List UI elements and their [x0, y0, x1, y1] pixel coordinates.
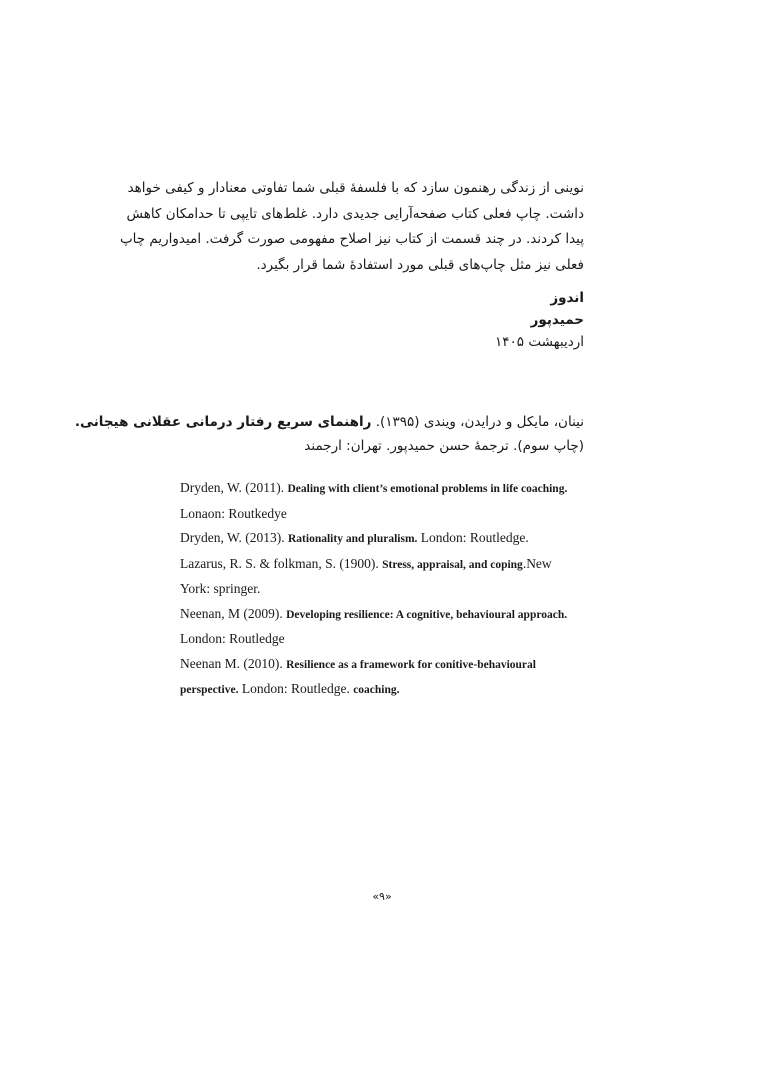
reference-title: Stress, appraisal, and coping [382, 558, 523, 571]
signature-date: اردیبهشت ۱۴۰۵ [495, 334, 584, 350]
persian-reference-authors: نینان، مایکل و درایدن، ویندی (۱۳۹۵). [375, 414, 584, 430]
reference-suffix: .New [522, 555, 552, 571]
persian-reference-title: راهنمای سریع رفتار درمانی عقلانی هیجانی. [74, 414, 372, 430]
paragraph-line: فعلی نیز مثل چاپ‌های قبلی مورد استفادهٔ شما قرار بگیرد. [256, 256, 584, 273]
reference-title: Rationality and pluralism. [288, 533, 418, 545]
reference-title: Developing resilience: A cognitive, behavioural approach. [286, 608, 568, 621]
page-number: «۹» [372, 890, 392, 903]
reference-entry [180, 602, 584, 652]
paragraph-line: پیدا کردند. در چند قسمت از کتاب نیز اصلاح مفهومی صورت گرفت. امیدواریم چاپ [119, 231, 584, 247]
persian-reference-line-2: (چاپ سوم). ترجمهٔ حسن حمیدپور. تهران: ارجمند [304, 438, 584, 454]
reference-entry [180, 552, 584, 602]
signature-line-1: اندوز [550, 290, 584, 306]
intro-paragraph [119, 176, 584, 278]
reference-entry [180, 652, 584, 703]
persian-reference-line-1 [74, 410, 584, 434]
reference-publisher: York: springer. [180, 581, 261, 596]
reference-author: Dryden, W. (2011). [180, 480, 288, 495]
reference-publisher: London: Routledge. [417, 530, 529, 545]
reference-author: Neenan M. (2010). [180, 655, 287, 671]
reference-title: Dealing with client’s emotional problems in life coaching. [287, 483, 568, 495]
reference-author: Lazarus, R. S. & folkman, S. (1900). [180, 555, 383, 571]
reference-entry [180, 526, 584, 552]
reference-publisher: London: Routledge [180, 631, 285, 646]
english-references [180, 476, 584, 703]
reference-author: Dryden, W. (2013). [180, 530, 288, 545]
reference-title: Resilience as a framework for conitive-behavioural [286, 658, 536, 671]
reference-publisher: Lonaon: Routkedye [180, 505, 287, 521]
reference-title-continued: perspective. [180, 684, 239, 696]
reference-tail: coaching. [353, 684, 400, 696]
reference-line-2 [180, 677, 584, 703]
reference-publisher: London: Routledge. [238, 681, 354, 696]
paragraph-line: داشت. چاپ فعلی کتاب صفحه‌آرایی جدیدی دارد. غلط‌های تایپی تا حدامکان کاهش [126, 205, 584, 222]
persian-reference [74, 410, 584, 458]
paragraph-line: نوینی از زندگی رهنمون سازد که با فلسفهٔ قبلی شما تفاوتی معنادار و کیفی خواهد [127, 180, 584, 196]
reference-entry [180, 476, 584, 526]
reference-author: Neenan, M (2009). [180, 605, 287, 621]
signature-name: حمیدپور [530, 312, 584, 328]
